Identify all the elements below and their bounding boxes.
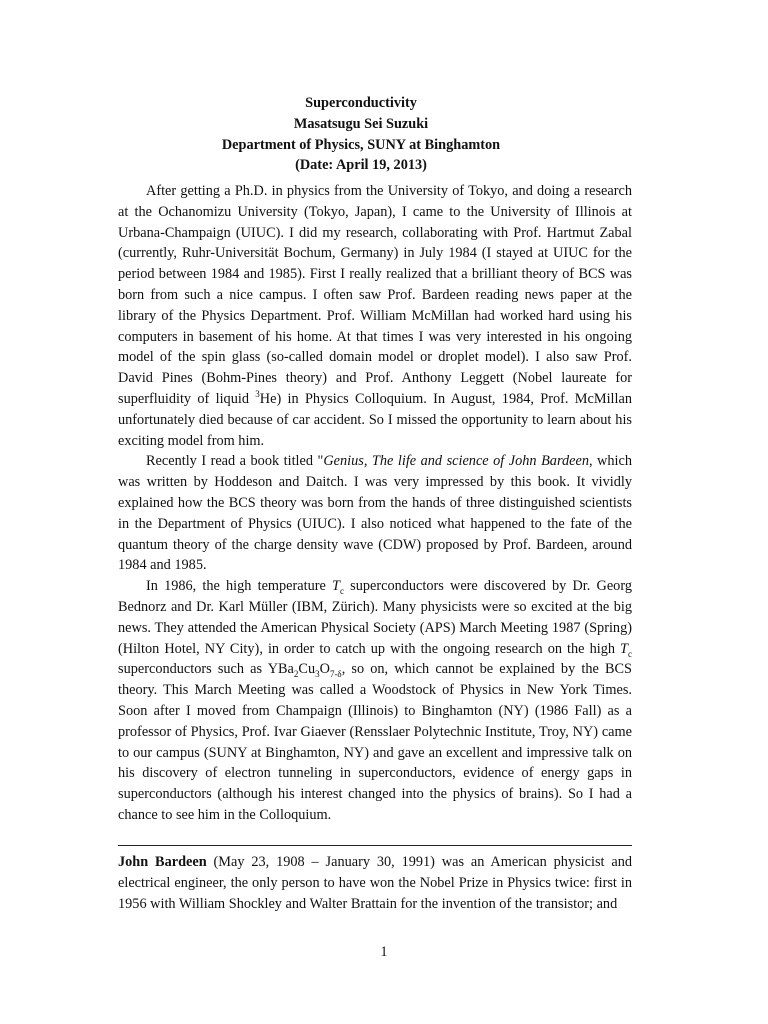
footnote-divider (118, 845, 632, 846)
book-title: Genius, The life and science of John Bardeen (323, 453, 589, 470)
paragraph-1-text-a: After getting a Ph.D. in physics from the University of Tokyo, and doing a research at the Ochanomizu University (Tokyo, Japan), I came to the University of Illinois at Urbana-Champaign (UIUC). I did my research, collaborating with Prof. Hartmut Zabal (currently, Ruhr-Universität Bochum, Germany) in July 1984 (I stayed at UIUC for the period between 1984 and 1985). First I really realized that a brilliant theory of BCS was born from such a nice campus. I often saw Prof. Bardeen reading news paper at the library of the Physics Department. Prof. William McMillan had worked hard using his computers in basement of his home. At that times I was very interested in his ongoing model of the spin glass (so-called domain model or droplet model). I also saw Prof. David Pines (Bohm-Pines theory) and Prof. Anthony Leggett (Nobel laureate for superfluidity of liquid (118, 183, 632, 407)
paragraph-1-text-b: He) in Physics Colloquium. In August, 1984, Prof. McMillan unfortunately died because of car accident. So I missed the opportunity to learn about his exciting model from him. (118, 390, 632, 449)
formula-subscript-1: 2 (293, 669, 299, 680)
tc-symbol-2: T (620, 640, 628, 657)
footnote-text: (May 23, 1908 – January 30, 1991) was an American physicist and electrical engineer, the only person to have won the Nobel Prize in Physics twice: first in 1956 with William Shockley and Walter Brattain for the invention of the transistor; and (118, 854, 632, 912)
footnote (118, 852, 632, 914)
paragraph-3-text-f: , so on, which cannot be explained by the BCS theory. This March Meeting was called a Woodstock of Physics in New York Times. Soon after I moved from Champaign (Illinois) to Binghamton (NY) (1986 Fall) as a professor of Physics, Prof. Ivar Giaever (Rensslaer Polytechnic Institute, Troy, NY) came to our campus (SUNY at Binghamton, NY) and gave an excellent and impressive talk on his discovery of electron tunneling in superconductors, evidence of energy gaps in superconductors (although his interest changed into the physics of brains). So I had a chance to see him in the Colloquium. (118, 661, 633, 823)
paragraph-3-text-a: In 1986, the high temperature (146, 578, 333, 595)
author-name: Masatsugu Sei Suzuki (293, 115, 429, 132)
document-body (118, 181, 632, 826)
paragraph-3-text-b: superconductors were discovered by Dr. Georg Bednorz and Dr. Karl Müller (IBM, Zürich). Many physicists were so excited at the big news. They attended the American Physical Society (APS) March Meeting 1987 (Spring) (Hilton Hotel, NY City), in order to catch up with the ongoing research on the high (118, 578, 632, 657)
document-header (118, 93, 604, 176)
paragraph-2-text-a: Recently I read a book titled " (146, 453, 324, 470)
paragraph-3-text-e: O (319, 661, 330, 678)
paragraph-3-text-c: superconductors such as YBa (118, 661, 294, 678)
tc-symbol: T (332, 578, 340, 595)
paragraph-2-text-b: , which was written by Hoddeson and Daitch. I was very impressed by this book. It vividly explained how the BCS theory was born from the hands of three distinguished scientists in the Department of Physics (UIUC). I also noticed what happened to the fate of the quantum theory of the charge density wave (CDW) proposed by Prof. Bardeen, around 1984 and 1985. (118, 453, 632, 574)
isotope-superscript: 3 (255, 389, 260, 400)
page-number: 1 (380, 944, 388, 960)
tc-subscript-2: c (628, 648, 632, 659)
author-affiliation: Department of Physics, SUNY at Binghamton (221, 136, 501, 153)
tc-subscript: c (339, 586, 344, 596)
paragraph-2 (118, 451, 632, 576)
formula-subscript-2: 3 (315, 669, 320, 680)
paragraph-1 (118, 181, 632, 451)
paragraph-3 (118, 576, 632, 826)
footnote-name: John Bardeen (118, 854, 207, 870)
document-date: (Date: April 19, 2013) (295, 157, 427, 174)
paragraph-3-text-d: Cu (298, 661, 316, 678)
document-title: Superconductivity (305, 95, 417, 111)
formula-subscript-3: 7-δ (329, 669, 342, 680)
